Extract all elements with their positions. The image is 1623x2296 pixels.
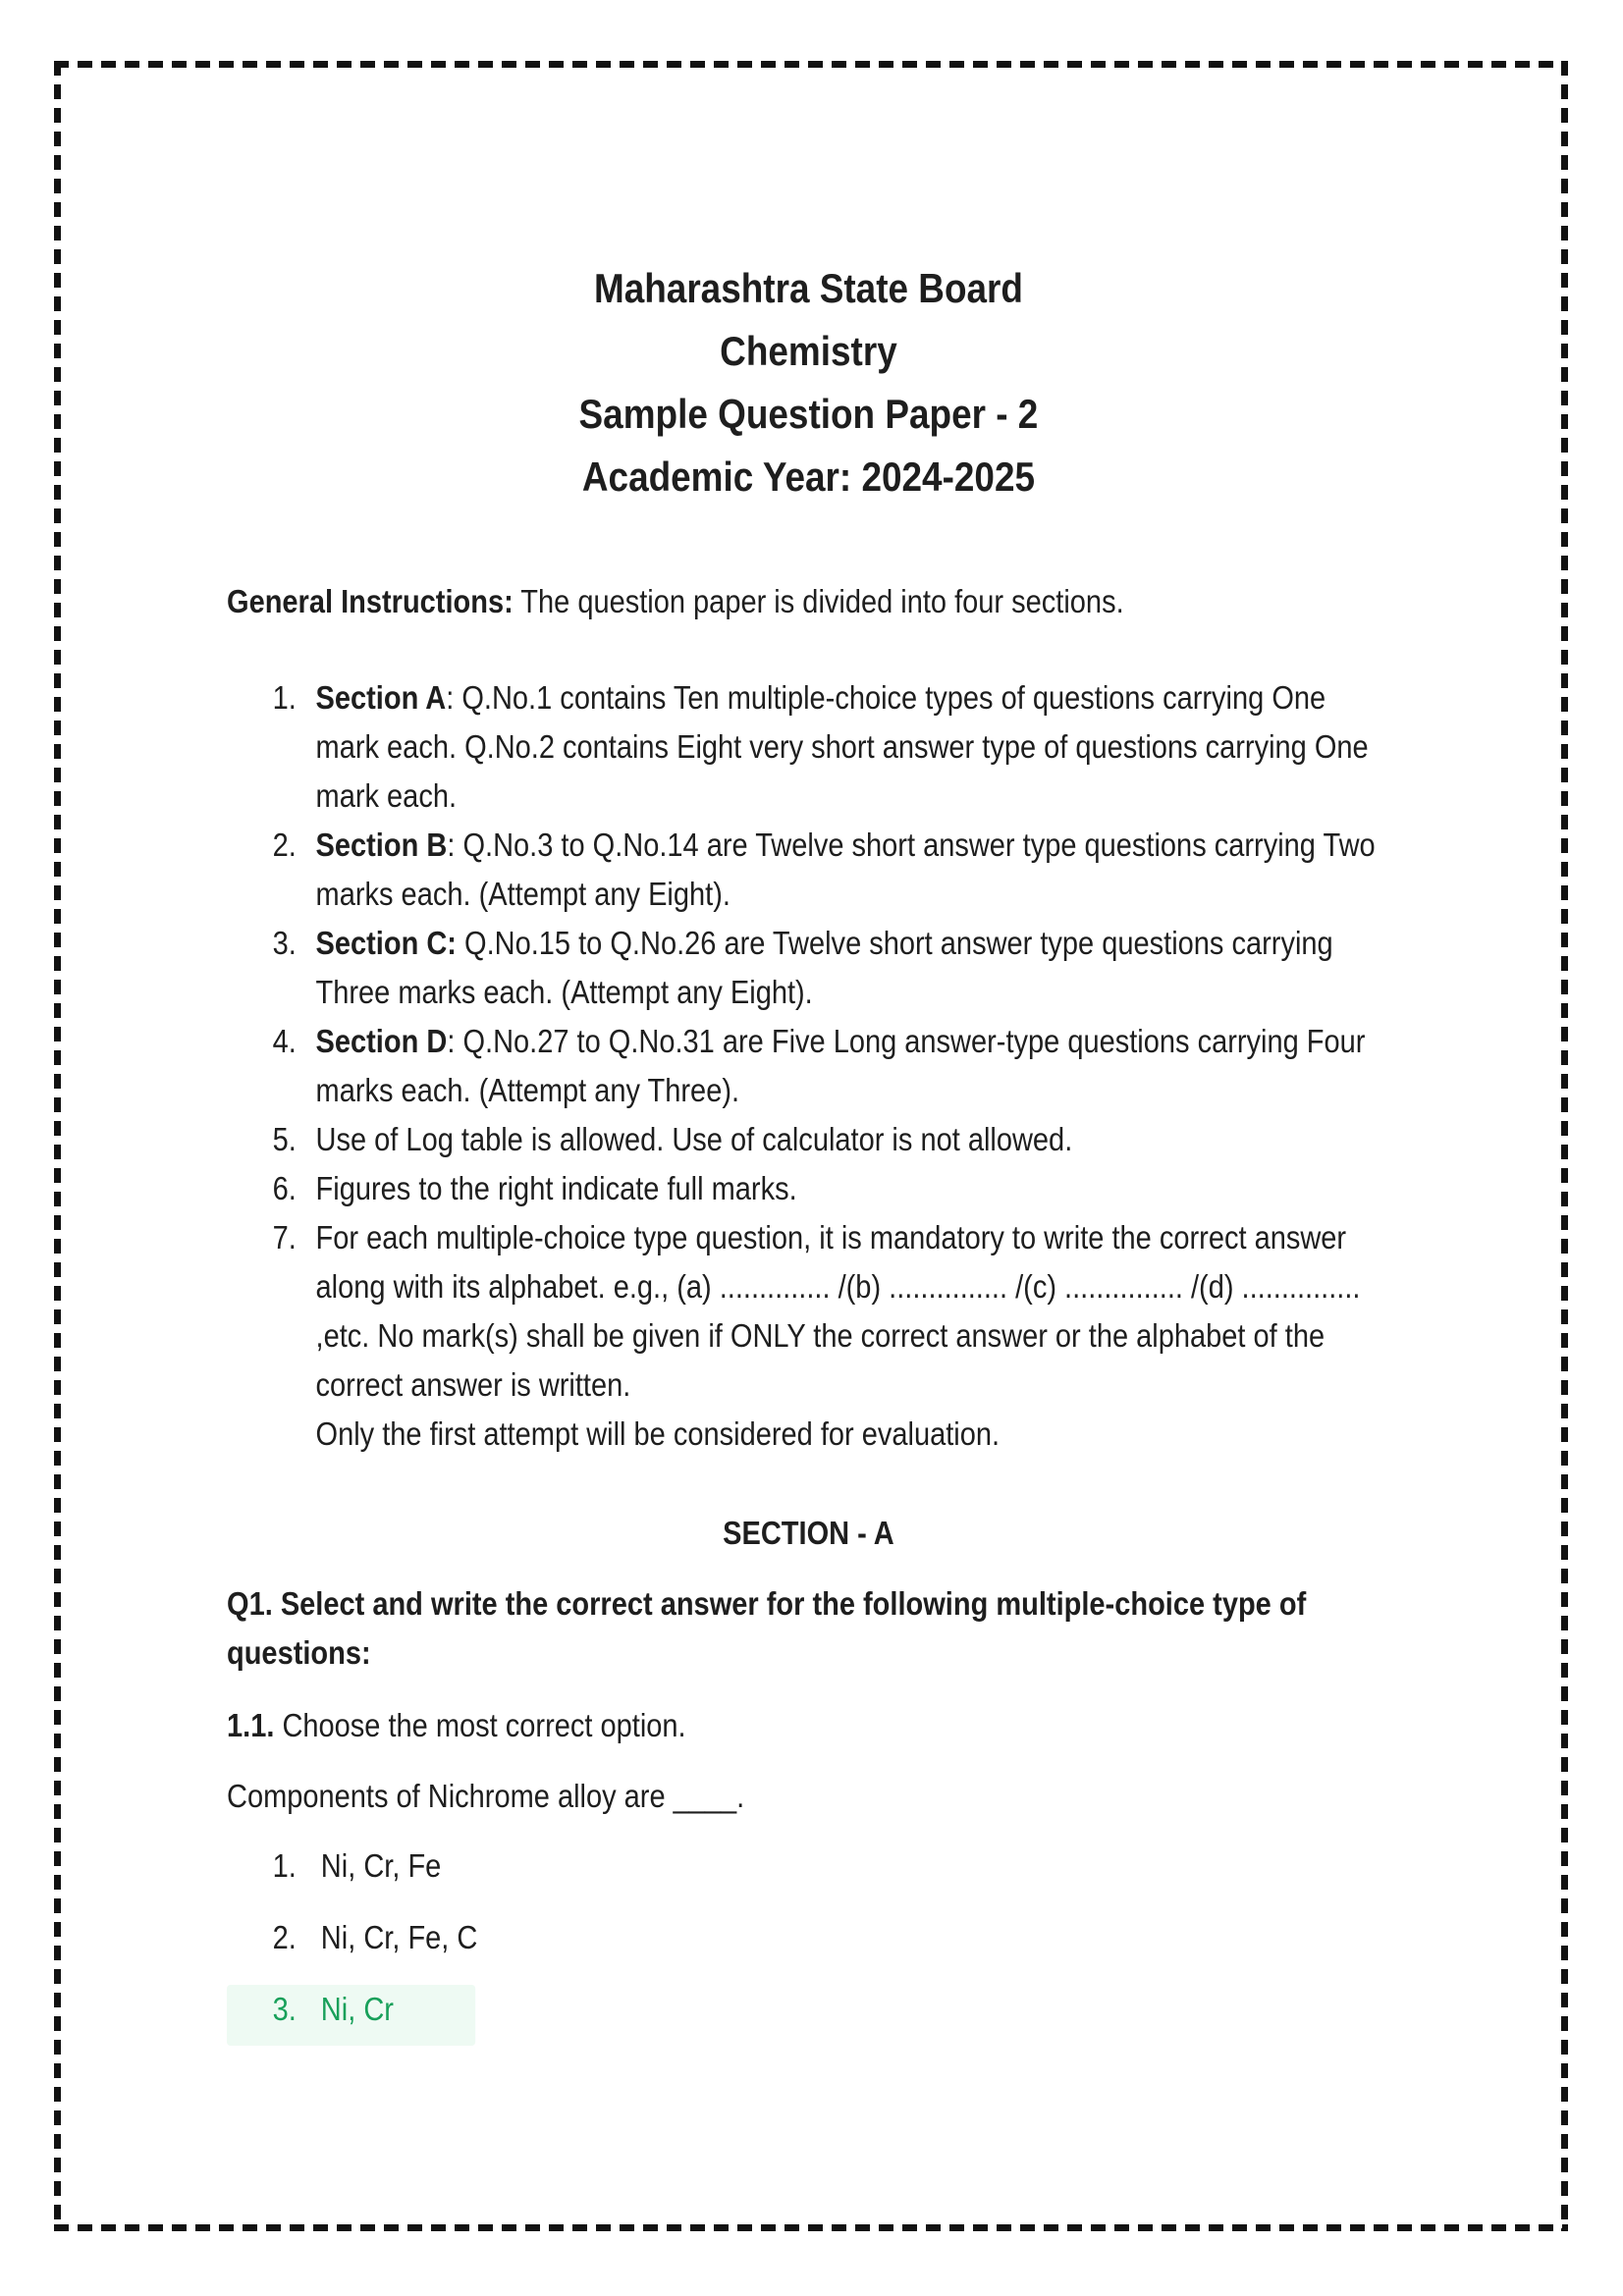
- instruction-item-5: [227, 1115, 1390, 1164]
- option-label: Ni, Cr, Fe: [320, 1847, 442, 1884]
- section-c-label: Section C:: [315, 925, 457, 961]
- instruction-text: [316, 1017, 1390, 1115]
- instruction-item-1: [227, 673, 1390, 821]
- document-title: [227, 257, 1390, 508]
- instruction-item-4: [227, 1017, 1390, 1115]
- option-1: [227, 1842, 441, 1891]
- instruction-number: 1.: [272, 679, 297, 716]
- instruction-text: [316, 1164, 1390, 1213]
- option-2: [227, 1913, 477, 1962]
- instruction-number: 2.: [272, 827, 297, 863]
- instruction-text: [316, 1213, 1390, 1459]
- instruction-body: : Q.No.1 contains Ten multiple-choice types of questions carrying One mark each. Q.No.2 contains Eight very short answer type of questions carrying One mark each.: [315, 679, 1369, 814]
- general-instructions-label: General Instructions:: [227, 583, 514, 619]
- option-number: 1.: [272, 1847, 297, 1884]
- title-line-year: Academic Year: 2024-2025: [581, 454, 1036, 500]
- option-label: Ni, Cr: [320, 1991, 394, 2027]
- question-1-prompt: Q1. Select and write the correct answer for the following multiple-choice type of questions:: [227, 1585, 1307, 1671]
- instruction-item-2: [227, 821, 1390, 919]
- section-a-heading: SECTION - A: [723, 1515, 894, 1551]
- options-list: [227, 1842, 1390, 2046]
- instruction-body: Use of Log table is allowed. Use of calculator is not allowed.: [315, 1121, 1073, 1157]
- sub-question-1-1: [227, 1701, 1390, 1750]
- title-line-subject: Chemistry: [720, 328, 897, 374]
- option-number: 3.: [272, 1991, 297, 2027]
- option-number: 2.: [272, 1919, 297, 1955]
- instruction-number: 3.: [272, 925, 297, 961]
- instruction-text: [316, 1115, 1390, 1164]
- instruction-extra-line: Only the first attempt will be considered for evaluation.: [315, 1415, 1001, 1452]
- instruction-body: : Q.No.27 to Q.No.31 are Five Long answer-type questions carrying Four marks each. (Attempt any Three).: [315, 1023, 1366, 1108]
- border-right: [1561, 61, 1568, 2231]
- instruction-number: 5.: [272, 1121, 297, 1157]
- instruction-text: [316, 673, 1390, 821]
- instruction-body: For each multiple-choice type question, it is mandatory to write the correct answer along with its alphabet. e.g., (a) .............. /(b) ............... /(c) ............... /(d) ............... ,etc. No mark(s) shall be given if ONLY the correct answer or the alphabet of the correct answer is written.: [315, 1219, 1361, 1403]
- instruction-item-3: [227, 919, 1390, 1017]
- instruction-body: Figures to the right indicate full marks.: [315, 1170, 797, 1206]
- question-text: Components of Nichrome alloy are ____.: [227, 1778, 745, 1814]
- instruction-number: 6.: [272, 1170, 297, 1206]
- title-line-board: Maharashtra State Board: [593, 265, 1023, 311]
- sub-question-text: Choose the most correct option.: [274, 1707, 686, 1743]
- general-instructions-text: The question paper is divided into four sections.: [513, 583, 1124, 619]
- instruction-item-6: [227, 1164, 1390, 1213]
- instruction-text: [316, 919, 1390, 1017]
- instruction-text: [316, 821, 1390, 919]
- section-a-label: Section A: [315, 679, 447, 716]
- sub-question-number: 1.1.: [227, 1707, 275, 1743]
- instruction-number: 7.: [272, 1219, 297, 1255]
- instruction-number: 4.: [272, 1023, 297, 1059]
- border-left: [54, 61, 61, 2231]
- document-content: [227, 0, 1390, 2068]
- option-3-correct-answer: [227, 1985, 475, 2046]
- instruction-body: : Q.No.3 to Q.No.14 are Twelve short answer type questions carrying Two marks each. (Attempt any Eight).: [315, 827, 1376, 912]
- section-b-label: Section B: [315, 827, 448, 863]
- option-label: Ni, Cr, Fe, C: [320, 1919, 478, 1955]
- instructions-list: [227, 673, 1390, 1459]
- general-instructions: [227, 577, 1390, 626]
- border-bottom: [54, 2224, 1568, 2231]
- instruction-item-7: [227, 1213, 1390, 1459]
- instruction-body: Q.No.15 to Q.No.26 are Twelve short answer type questions carrying Three marks each. (Attempt any Eight).: [315, 925, 1333, 1010]
- title-line-paper: Sample Question Paper - 2: [578, 391, 1039, 437]
- section-d-label: Section D: [315, 1023, 448, 1059]
